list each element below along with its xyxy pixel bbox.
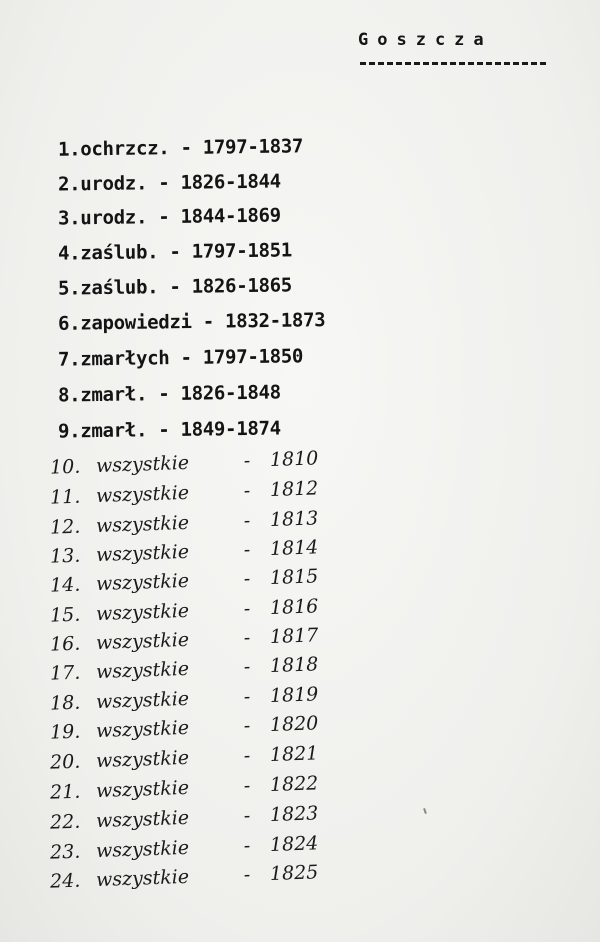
entry-label: wszystkie <box>95 657 190 684</box>
typed-entry <box>58 417 281 442</box>
title-underline <box>360 62 546 65</box>
entry-year: 1820 <box>269 712 319 736</box>
entry-year: 1825 <box>269 861 319 885</box>
entry-label: ochrzcz. <box>80 137 170 161</box>
entry-year: 1817 <box>269 624 319 648</box>
page-title: Goszcza <box>358 30 493 50</box>
entry-range: 1832-1873 <box>224 309 326 333</box>
typed-entry <box>58 381 281 406</box>
handwritten-entry <box>50 832 319 863</box>
typed-entry <box>58 345 303 370</box>
handwritten-entry <box>50 683 319 714</box>
entry-number: 23. <box>49 840 81 864</box>
entry-dash: - <box>158 172 170 195</box>
typed-entry <box>58 274 292 299</box>
entry-number: 14. <box>49 573 81 597</box>
handwritten-entry <box>50 712 319 743</box>
entry-number: 8. <box>57 384 81 407</box>
entry-number: 17. <box>49 661 81 685</box>
handwritten-entry <box>50 772 319 803</box>
entry-dash: - <box>243 804 251 827</box>
typed-entry <box>58 170 281 195</box>
entry-number: 19. <box>49 720 81 744</box>
entry-label: urodz. <box>80 206 148 230</box>
entry-dash: - <box>243 655 251 678</box>
entry-label: zmarłych <box>80 347 170 371</box>
entry-year: 1818 <box>269 653 319 677</box>
entry-label: wszystkie <box>95 481 190 508</box>
entry-dash: - <box>243 863 251 886</box>
entry-label: wszystkie <box>95 511 190 538</box>
handwritten-entry <box>50 477 319 508</box>
entry-dash: - <box>202 310 215 333</box>
entry-number: 12. <box>49 515 81 539</box>
entry-number: 1. <box>57 138 81 161</box>
typed-entry <box>58 309 326 335</box>
entry-range: 1826-1848 <box>180 381 281 405</box>
entry-label: wszystkie <box>95 451 190 478</box>
entry-year: 1814 <box>269 536 319 560</box>
entry-range: 1797-1850 <box>202 345 304 369</box>
entry-label: wszystkie <box>95 569 190 596</box>
entry-year: 1819 <box>269 683 319 707</box>
handwritten-entry <box>50 447 319 478</box>
entry-number: 5. <box>57 277 81 300</box>
entry-number: 4. <box>57 242 81 265</box>
entry-label: wszystkie <box>95 806 190 833</box>
entry-label: wszystkie <box>95 540 190 567</box>
entry-number: 6. <box>57 312 81 335</box>
entry-dash: - <box>180 346 192 369</box>
entry-label: zmarł. <box>80 419 148 443</box>
typed-entry <box>58 204 281 229</box>
entry-label: wszystkie <box>95 599 190 626</box>
entry-number: 9. <box>57 420 81 443</box>
entry-number: 22. <box>49 810 81 834</box>
handwritten-entry <box>50 565 319 596</box>
entry-dash: - <box>243 834 251 857</box>
entry-number: 3. <box>57 207 81 230</box>
typed-entry <box>58 135 303 160</box>
handwritten-entry <box>50 536 319 567</box>
entry-range: 1849-1874 <box>180 417 281 441</box>
handwritten-entry <box>50 507 319 538</box>
entry-number: 13. <box>49 544 81 568</box>
entry-number: 11. <box>49 485 81 509</box>
entry-year: 1815 <box>269 565 319 589</box>
entry-dash: - <box>243 714 251 737</box>
entry-label: zmarł. <box>80 383 148 407</box>
handwritten-entry <box>50 742 319 773</box>
entry-dash: - <box>243 538 251 561</box>
entry-number: 20. <box>49 750 81 774</box>
entry-dash: - <box>243 597 251 620</box>
paper-speck <box>423 808 427 814</box>
entry-label: wszystkie <box>95 746 190 773</box>
entry-dash: - <box>158 419 170 442</box>
entry-dash: - <box>169 275 181 299</box>
entry-label: wszystkie <box>95 687 190 714</box>
entry-number: 16. <box>49 632 81 656</box>
entry-dash: - <box>243 509 251 532</box>
entry-year: 1824 <box>269 832 319 856</box>
entry-range: 1797-1851 <box>191 239 293 263</box>
entry-dash: - <box>243 567 251 590</box>
entry-dash: - <box>243 479 251 502</box>
entry-dash: - <box>169 240 181 264</box>
entry-label: wszystkie <box>95 628 190 655</box>
entry-dash: - <box>243 685 251 708</box>
handwritten-entry <box>50 595 319 626</box>
entry-number: 10. <box>49 455 81 479</box>
entry-range: 1826-1865 <box>191 274 293 298</box>
entry-dash: - <box>243 626 251 649</box>
entry-number: 21. <box>49 780 81 804</box>
entry-dash: - <box>243 774 251 797</box>
entry-label: zaślub. <box>80 241 159 265</box>
entry-range: 1826-1844 <box>180 170 281 194</box>
entry-dash: - <box>243 744 251 767</box>
entry-range: 1797-1837 <box>202 135 304 159</box>
entry-number: 7. <box>57 348 81 371</box>
entry-dash: - <box>180 136 192 159</box>
handwritten-entry <box>50 624 319 655</box>
entry-label: zapowiedzi <box>80 311 192 335</box>
entry-year: 1822 <box>269 772 319 796</box>
entry-dash: - <box>158 206 170 229</box>
entry-number: 18. <box>49 691 81 715</box>
entry-label: wszystkie <box>95 776 190 803</box>
entry-year: 1823 <box>269 802 319 826</box>
entry-label: wszystkie <box>95 716 190 743</box>
entry-dash: - <box>243 449 251 472</box>
entry-number: 2. <box>57 173 81 196</box>
entry-number: 24. <box>49 869 81 893</box>
handwritten-entry <box>50 861 319 892</box>
entry-label: urodz. <box>80 172 148 196</box>
entry-dash: - <box>158 383 170 406</box>
entry-label: zaślub. <box>80 276 159 300</box>
entry-range: 1844-1869 <box>180 204 281 228</box>
entry-year: 1816 <box>269 595 319 619</box>
entry-year: 1821 <box>269 742 319 766</box>
entry-label: wszystkie <box>95 865 190 892</box>
entry-year: 1812 <box>269 477 319 501</box>
handwritten-entry <box>50 653 319 684</box>
entry-label: wszystkie <box>95 836 190 863</box>
typed-entry <box>58 239 292 264</box>
entry-number: 15. <box>49 603 81 627</box>
entry-year: 1813 <box>269 507 319 531</box>
handwritten-entry <box>50 802 319 833</box>
entry-year: 1810 <box>269 447 319 471</box>
